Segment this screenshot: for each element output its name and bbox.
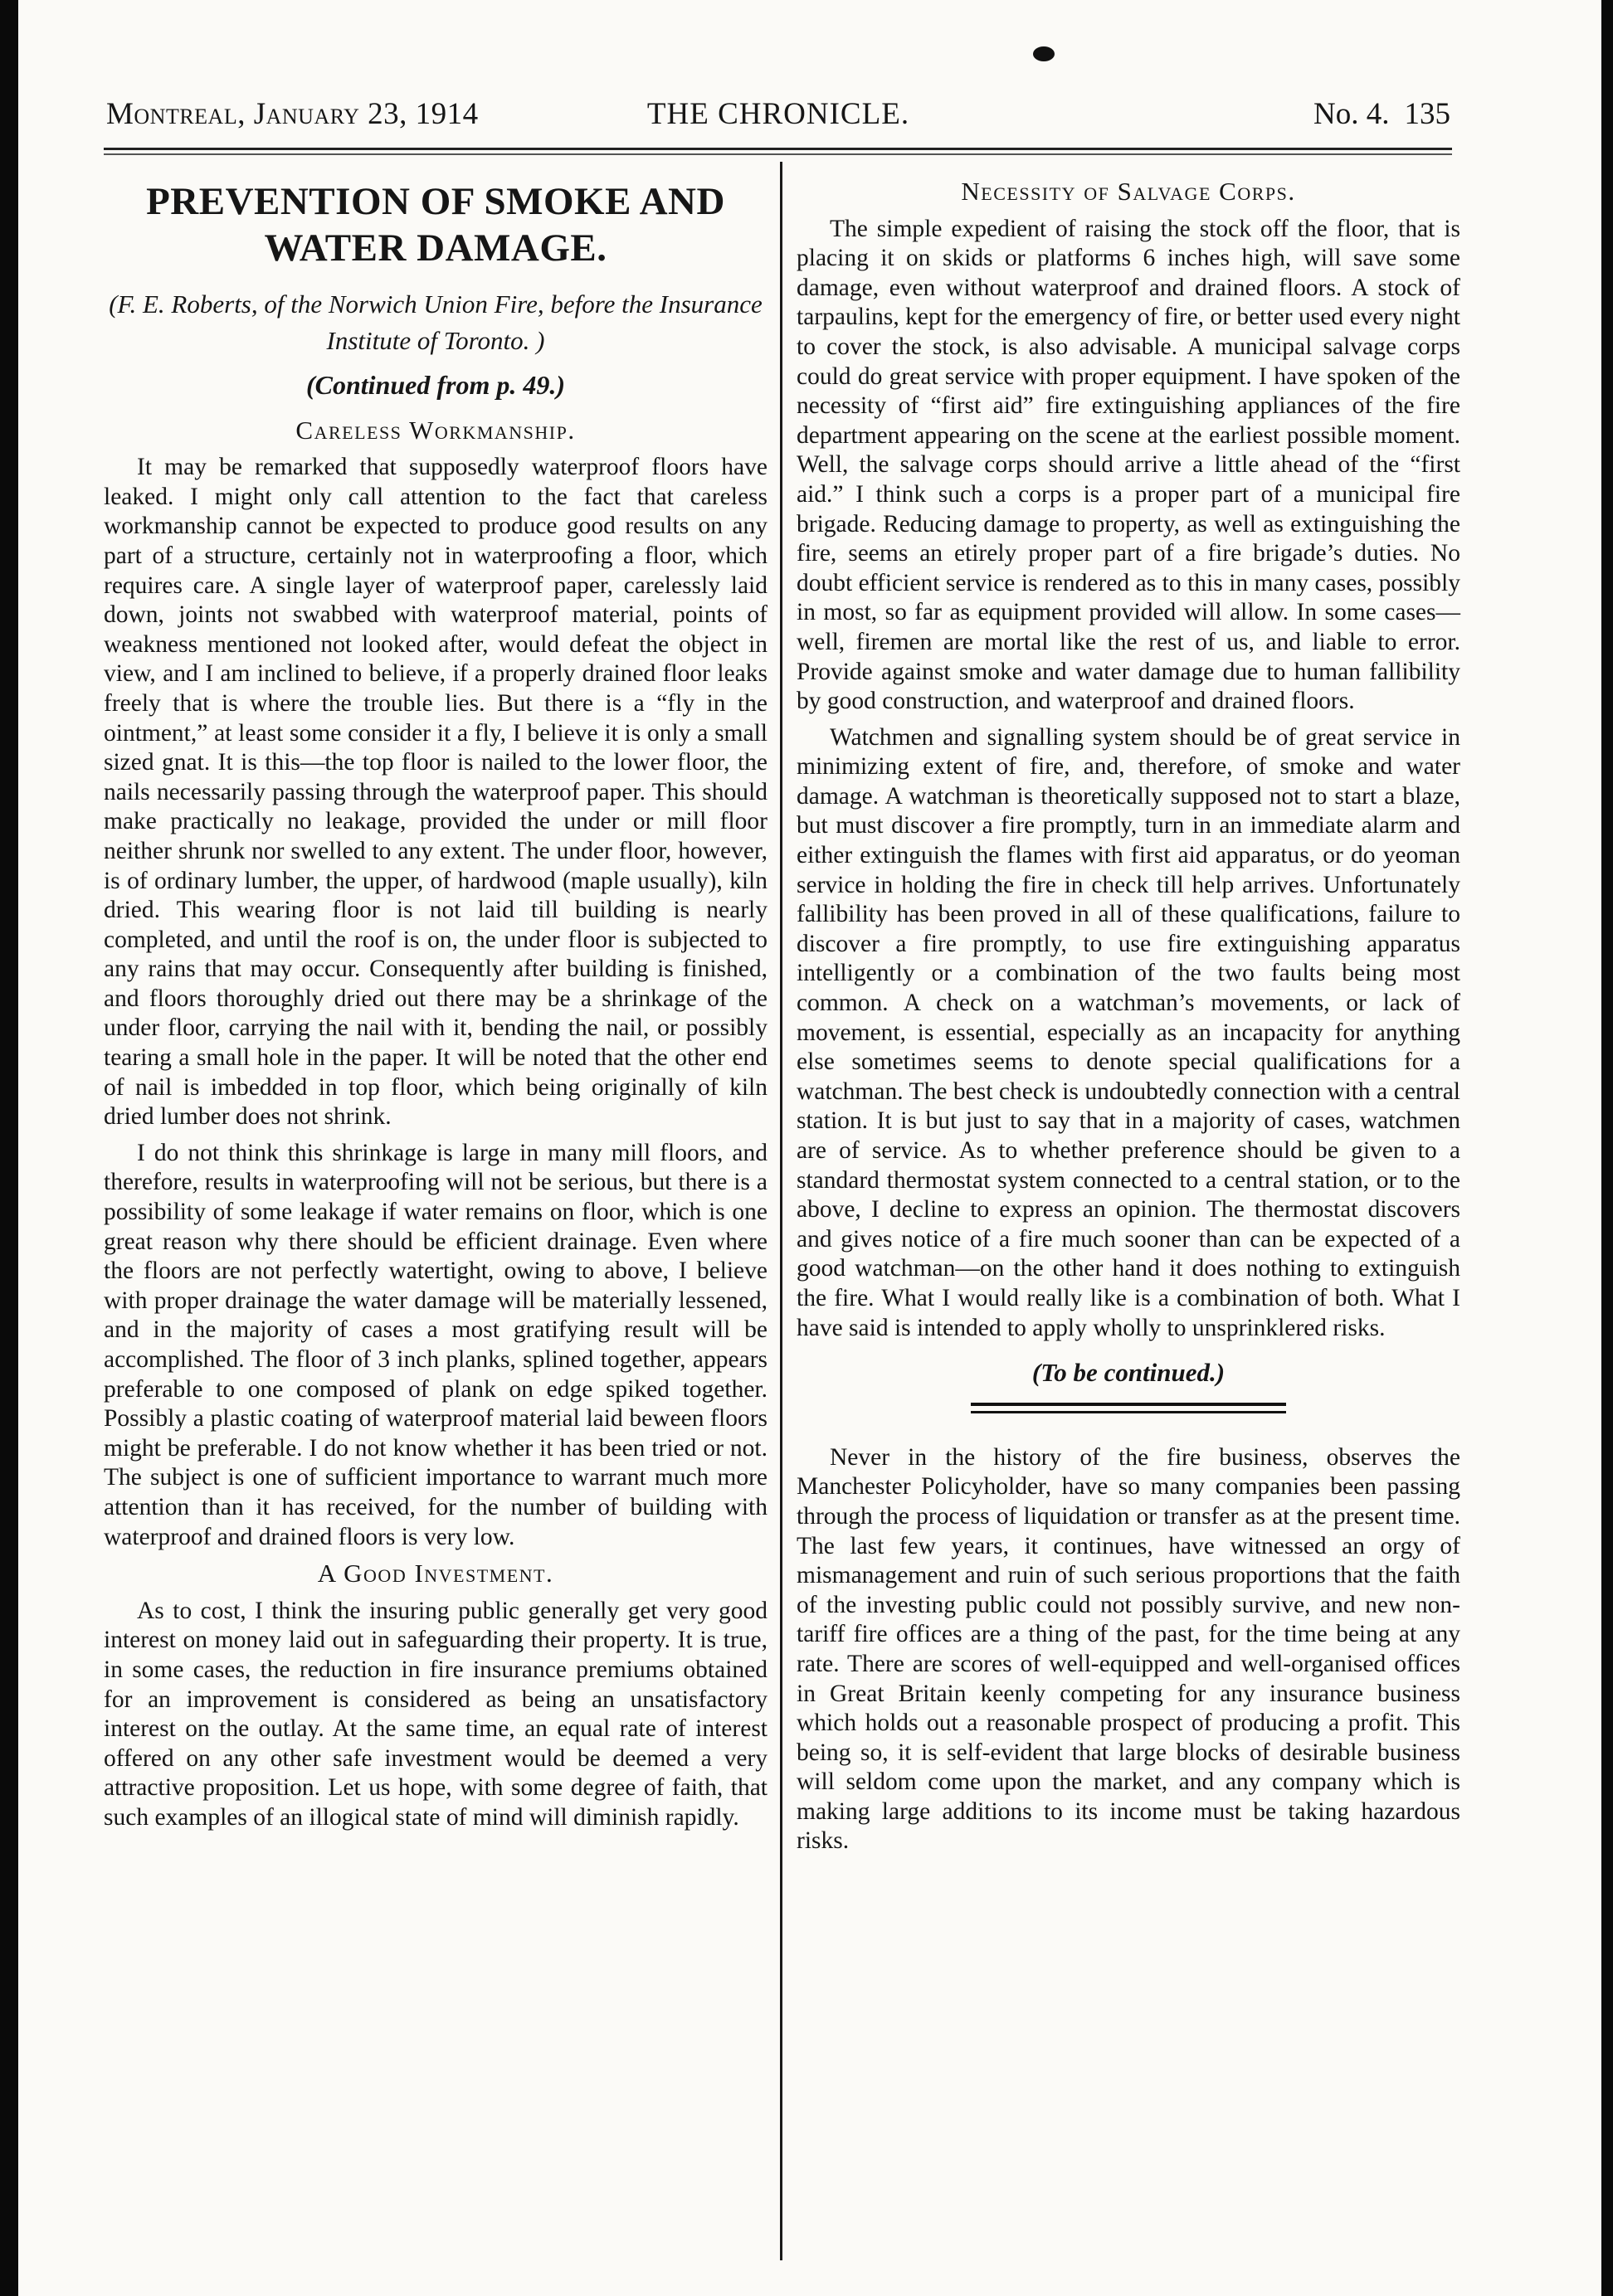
section-heading-careless-workmanship: Careless Workmanship. xyxy=(295,415,576,445)
scan-edge-right xyxy=(1601,0,1613,2296)
paragraph: It may be remarked that supposedly waterproof floors have leaked. I might only call attention to the fact that careless workmanship cannot be expected to produce good results on any part of a structure, certainly not in waterproofing a floor, which requires care. A single layer of waterproof paper, carelessly laid down, joints not swabbed with waterproof material, points of weakness mentioned not looked after, would defeat the object in view, and I am inclined to believe, if a properly drained floor leaks freely that is where the trouble lies. But there is a “fly in the ointment,” at least some consider it a fly, I believe it is only a small sized gnat. It is this—the top floor is nailed to the lower floor, the nails necessarily passing through the waterproof paper. This should make practically no leakage, provided the under or mill floor neither shrunk nor swelled to any extent. The under floor, however, is of ordinary lumber, the upper, of hardwood (maple usually), kiln dried. This wearing floor is not laid till building is nearly completed, and until the roof is on, the under floor is subjected to any rains that may occur. Consequently after building is finished, and floors thoroughly dried out there may be a shrinkage of the under floor, carrying the nail with it, bending the nail, or possibly tearing a small hole in the paper. It will be noted that the other end of nail is imbedded in top floor, which being originally of kiln dried lumber does not shrink. xyxy=(104,454,768,1131)
paragraph: Watchmen and signalling system should be of great service in minimizing extent of fire, and, therefore, of smoke and water damage. A watchman is theoretically supposed not to start a blaze, but must discover a fire promptly, turn in an immediate alarm and either extinguish the flames with first aid apparatus, or do yeoman service in holding the fire in check till help arrives. Unfortunately fallibility has been proved in all of these qualifications, failure to discover a fire promptly, to use fire extinguishing apparatus intelligently or a combination of the two faults being most common. A check on a watchman’s movements, or lack of movement, is essential, especially as an incapacity for anything else sometimes seems to denote special qualifications for a watchman. The best check is undoubtedly connection with a central station. It is but just to say that in a majority of cases, watchmen are of service. As to whether preference should be given to a standard thermostat system connected to a central station, or to the above, I decline to express an opinion. The thermostat discovers and gives notice of a fire much sooner than can be expected of a good watchman—on the other hand it does nothing to extinguish the fire. What I would really like is a combination of both. What I have said is intended to apply wholly to unsprinklered risks. xyxy=(797,723,1460,1341)
right-column xyxy=(797,170,1460,1863)
publication-name: THE CHRONICLE. xyxy=(646,97,910,131)
issue-number: No. 4. xyxy=(1313,97,1390,131)
paragraph: The simple expedient of raising the stock off the floor, that is placing it on skids or platforms 6 inches high, will save some damage, even without waterproof and drained floors. A stock of tarpaulins, kept for the emergency of fire, or better used every night to cover the stock, is also advisable. A municipal salvage corps could do great service with proper equipment. I have spoken of the necessity of “first aid” fire extinguishing appliances of the fire department appearing on the scene at the earliest possible moment. Well, the salvage corps should arrive a little ahead of the “first aid.” I think such a corps is a proper part of a municipal fire brigade. Reducing damage to property, as well as extinguishing the fire, seems an etirely proper part of a fire brigade’s duties. No doubt efficient service is rendered as to this in many cases, possibly in most, so far as equipment provided will allow. In some cases—well, firemen are mortal like the rest of us, and liable to error. Provide against smoke and water damage due to human fallibility by good construction, and waterproof and drained floors. xyxy=(797,215,1460,715)
section-heading-salvage-corps: Necessity of Salvage Corps. xyxy=(961,177,1296,206)
running-header xyxy=(106,90,1450,139)
date-line: Montreal, January 23, 1914 xyxy=(106,97,479,131)
scan-edge-left xyxy=(0,0,18,2296)
page-number: 135 xyxy=(1404,97,1450,131)
header-rule xyxy=(104,148,1452,155)
article-title: PREVENTION OF SMOKE AND WATER DAMAGE. xyxy=(146,180,725,270)
section-heading-good-investment: A Good Investment. xyxy=(317,1559,554,1588)
paragraph-policyholder-item: Never in the history of the fire business, observes the Manchester Policyholder, have so many companies been passing through the process of liquidation or transfer as at the present time. The last few years, it continues, have witnessed an orgy of mismanagement and ruin of such serious proportions that the faith of the investing public could not possibly survive, and new non-tariff fire offices are a thing of the past, for the time being at any rate. There are scores of well-equipped and well-organised offices in Great Britain keenly competing for any insurance business which holds out a reasonable prospect of producing a profit. This being so, it is self-evident that large blocks of desirable business will seldom come upon the market, and any company which is making large additions to its income must be taking hazardous risks. xyxy=(797,1443,1460,1855)
ink-blot xyxy=(1033,46,1055,61)
column-divider xyxy=(780,162,782,2260)
to-be-continued-note: (To be continued.) xyxy=(1031,1358,1226,1388)
paragraph: I do not think this shrinkage is large in many mill floors, and therefore, results in waterproofing will not be serious, but there is a possibility of some leakage if water remains on floor, which is one great reason why there should be efficient drainage. Even where the floors are not perfectly watertight, owing to above, I believe with proper drainage the water damage will be materially lessened, and in the majority of cases a most gratifying result will be accomplished. The floor of 3 inch planks, splined together, appears preferable to one composed of plank on edge spiked together. Possibly a plastic coating of waterproof material laid beween floors might be preferable. I do not know whether it has been tried or not. The subject is one of sufficient importance to warrant much more attention than it has received, for the number of building with waterproof and drained floors is very low. xyxy=(104,1139,768,1550)
issue-and-page xyxy=(1299,90,1450,139)
left-column xyxy=(104,170,768,1840)
article-byline: (F. E. Roberts, of the Norwich Union Fire, before the Insurance Institute of Toronto. ) xyxy=(109,289,763,355)
section-separator-rule xyxy=(971,1403,1286,1413)
continued-note: (Continued from p. 49.) xyxy=(305,370,566,400)
paragraph: As to cost, I think the insuring public generally get very good interest on money laid out in safeguarding their property. It is true, in some cases, the reduction in fire insurance premiums obtained for an improvement is considered as being an unsatisfactory interest on the outlay. At the same time, an equal rate of interest offered on any other safe investment would be deemed a very attractive proposition. Let us hope, with some degree of faith, that such examples of an illogical state of mind will diminish rapidly. xyxy=(104,1597,768,1831)
